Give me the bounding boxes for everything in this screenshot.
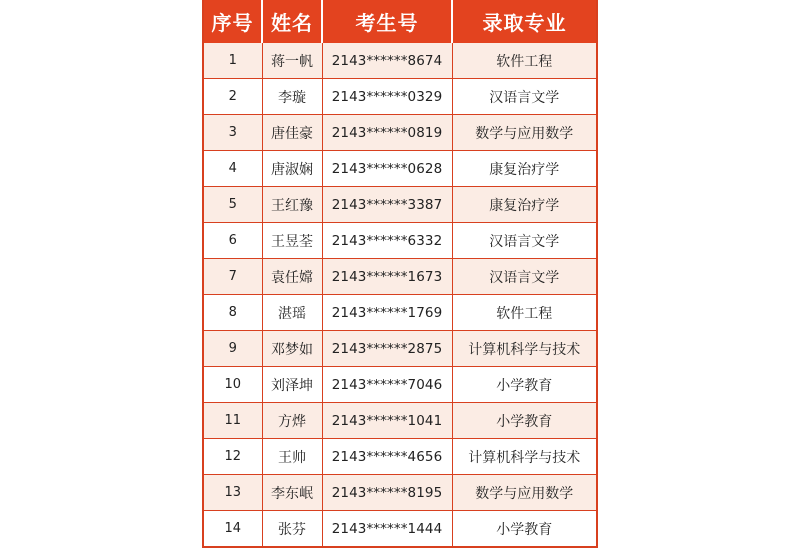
cell-name: 袁任嫦 — [262, 259, 322, 295]
table-row — [204, 79, 596, 115]
cell-serial-number: 8 — [204, 295, 262, 331]
cell-exam-id: 2143******1041 — [322, 403, 452, 439]
table-row — [204, 259, 596, 295]
table-row — [204, 439, 596, 475]
cell-name: 李东岷 — [262, 475, 322, 511]
table-row — [204, 115, 596, 151]
cell-name: 唐淑娴 — [262, 151, 322, 187]
cell-serial-number: 10 — [204, 367, 262, 403]
cell-exam-id: 2143******1673 — [322, 259, 452, 295]
cell-exam-id: 2143******8195 — [322, 475, 452, 511]
cell-name: 蒋一帆 — [262, 43, 322, 79]
cell-major: 小学教育 — [452, 403, 596, 439]
table-row — [204, 367, 596, 403]
cell-serial-number: 11 — [204, 403, 262, 439]
cell-serial-number: 13 — [204, 475, 262, 511]
cell-major: 软件工程 — [452, 295, 596, 331]
cell-exam-id: 2143******7046 — [322, 367, 452, 403]
cell-serial-number: 2 — [204, 79, 262, 115]
cell-major: 计算机科学与技术 — [452, 439, 596, 475]
cell-serial-number: 7 — [204, 259, 262, 295]
cell-exam-id: 2143******1444 — [322, 511, 452, 547]
table-row — [204, 295, 596, 331]
cell-serial-number: 9 — [204, 331, 262, 367]
table-row — [204, 475, 596, 511]
cell-exam-id: 2143******8674 — [322, 43, 452, 79]
cell-name: 邓梦如 — [262, 331, 322, 367]
cell-name: 唐佳豪 — [262, 115, 322, 151]
cell-serial-number: 1 — [204, 43, 262, 79]
cell-exam-id: 2143******0819 — [322, 115, 452, 151]
table-header-row — [204, 0, 596, 43]
cell-major: 小学教育 — [452, 367, 596, 403]
header-major: 录取专业 — [452, 0, 596, 43]
table-row — [204, 43, 596, 79]
cell-major: 康复治疗学 — [452, 187, 596, 223]
cell-major: 汉语言文学 — [452, 259, 596, 295]
table-row — [204, 223, 596, 259]
table-row — [204, 331, 596, 367]
cell-exam-id: 2143******0628 — [322, 151, 452, 187]
cell-major: 汉语言文学 — [452, 79, 596, 115]
cell-exam-id: 2143******4656 — [322, 439, 452, 475]
cell-major: 软件工程 — [452, 43, 596, 79]
cell-name: 王红豫 — [262, 187, 322, 223]
cell-serial-number: 5 — [204, 187, 262, 223]
admission-list-table-container — [202, 0, 598, 548]
cell-exam-id: 2143******6332 — [322, 223, 452, 259]
admission-list-table — [204, 0, 596, 547]
cell-name: 刘泽坤 — [262, 367, 322, 403]
cell-major: 康复治疗学 — [452, 151, 596, 187]
table-row — [204, 187, 596, 223]
table-row — [204, 403, 596, 439]
cell-name: 李璇 — [262, 79, 322, 115]
cell-major: 数学与应用数学 — [452, 115, 596, 151]
cell-serial-number: 6 — [204, 223, 262, 259]
cell-major: 小学教育 — [452, 511, 596, 547]
cell-serial-number: 4 — [204, 151, 262, 187]
table-body — [204, 43, 596, 547]
header-exam-id: 考生号 — [322, 0, 452, 43]
cell-exam-id: 2143******0329 — [322, 79, 452, 115]
cell-name: 王昱荃 — [262, 223, 322, 259]
cell-name: 王帅 — [262, 439, 322, 475]
header-serial-number: 序号 — [204, 0, 262, 43]
cell-major: 数学与应用数学 — [452, 475, 596, 511]
cell-major: 汉语言文学 — [452, 223, 596, 259]
table-row — [204, 511, 596, 547]
cell-serial-number: 12 — [204, 439, 262, 475]
cell-exam-id: 2143******1769 — [322, 295, 452, 331]
cell-major: 计算机科学与技术 — [452, 331, 596, 367]
header-name: 姓名 — [262, 0, 322, 43]
cell-name: 湛瑶 — [262, 295, 322, 331]
cell-exam-id: 2143******3387 — [322, 187, 452, 223]
cell-serial-number: 14 — [204, 511, 262, 547]
cell-exam-id: 2143******2875 — [322, 331, 452, 367]
cell-name: 方烨 — [262, 403, 322, 439]
cell-name: 张芬 — [262, 511, 322, 547]
cell-serial-number: 3 — [204, 115, 262, 151]
table-row — [204, 151, 596, 187]
